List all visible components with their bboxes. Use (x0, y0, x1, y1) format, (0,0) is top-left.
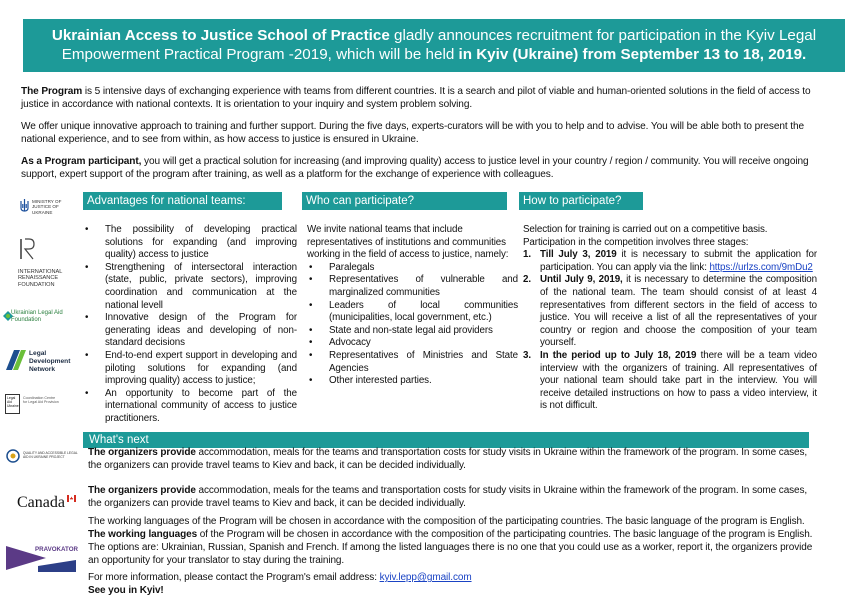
canada-logo (17, 494, 79, 512)
intro-program (21, 85, 839, 112)
intro-offer: We offer unique innovative approach to training and further support. During the five days, experts-curators will be with you to help and to advise. You will be able both to present the national experience, and to see from within, as how access to justice is ensured in Ukraine. (21, 121, 805, 146)
whats-next-p1 (88, 447, 823, 473)
step-text: it is necessary to submit the application for participation. You can apply via the link: (540, 249, 817, 273)
whats-next-p2 (88, 485, 823, 511)
who-intro: We invite national teams that include representatives of institutions and communities working in the field of access to justice, namely: (307, 224, 509, 261)
intro-participant-text: you will get a practical solution for increasing (and improving quality) access to justice level in your country / region / community. You will receive ongoing support, expert support of the program after training, as well as a platform for the exchange of experience with colleagues. (21, 156, 809, 181)
application-link[interactable]: https://urlzs.com/9mDu2 (709, 261, 813, 273)
irf-logo-text: INTERNATIONAL RENAISSANCE FOUNDATION (18, 269, 63, 288)
list-item: • Innovative design of the Program for generating ideas and developing of non-standard decisions (83, 312, 297, 350)
ldn-mark-icon (6, 350, 26, 370)
legal-aid-box-logo: Legal Aid Ukraine (5, 394, 20, 414)
step-number: 3. (523, 349, 531, 361)
list-item: • Representatives of Ministries and State Agencies (307, 350, 518, 375)
list-item: • An opportunity to become part of the international community of access to justice practitioners. (83, 388, 297, 426)
step-text: there will be a team video interview with the organizers of training. All representatives of your national team should take part in the interview. You will receive detailed instructions on how to pass a video interview, it is not difficult. (540, 349, 817, 412)
whats-next-p1-bold: The organizers provide (88, 447, 196, 458)
banner-text: gladly announces recruitment for participation in the Kyiv Legal Empowerment Practical Program -2019, which will be held (61, 27, 817, 63)
how-steps (523, 249, 817, 413)
advantages-heading: Advantages for national teams: (83, 192, 282, 210)
intro-program-text: is 5 intensive days of exchanging experience with teams from different countries. It is a search and pilot of viable and human-oriented solutions in the field of access to justice in accordance with national contexts. It is orientation to your inquiry and system problem solving. (21, 86, 811, 111)
whats-next-p4-bold: The working languages (88, 529, 198, 540)
ulaf-logo-text: Ukrainian Legal Aid Foundation (11, 310, 63, 323)
pravokator-logo-text: PRAVOKATOR (35, 546, 78, 553)
intro-participant (21, 155, 839, 182)
step-text: it is necessary to determine the composition of the national team. The team should consist of at least 4 representatives from different sectors in the field of access to justice. You will receive a list of all the representatives of your country or region and choose the composition of your team yourself. (540, 274, 817, 349)
step-item (523, 350, 817, 413)
list-item: • Representatives of vulnerable and marginalized communities (307, 274, 518, 299)
whats-next-p4-text: of the Program will be chosen in accordance with the composition of the participating countries. The basic language of the program is English. The options are: Ukrainian, Russian, Spanish and French. If among the listed languages there is no one that you could use as a worker, report it, the organizers provide an opportunity for your translator to stay during the training. (88, 529, 813, 566)
irf-mark-icon (18, 238, 36, 260)
whats-next-p4 (88, 529, 823, 567)
list-item: • Strengthening of intersectoral interaction (state, public, private sectors), improving coordination and communication at the national levell (83, 262, 297, 312)
contact-text: For more information, please contact the Program's email address: (88, 572, 380, 583)
who-column (307, 224, 518, 388)
qal-mark-icon (6, 449, 20, 463)
how-heading: How to participate? (519, 192, 643, 210)
who-heading: Who can participate? (302, 192, 507, 210)
list-item: • State and non-state legal aid providers (307, 325, 518, 338)
step-number: 1. (523, 249, 531, 261)
ministry-logo-text: MINISTRY OF JUSTICE OF UKRAINE (32, 199, 62, 215)
header-banner (23, 19, 845, 72)
how-column (523, 224, 817, 413)
whats-next-p2-text: accommodation, meals for the teams and transportation costs for study visits in Ukraine within the framework of the program. In some cases, the organizers can provide travel teams to Kiev and back, it can be decided individually. (88, 485, 808, 509)
qal-logo-text: QUALITY AND ACCESSIBLE LEGAL AID IN UKRAINE PROJECT (23, 451, 78, 459)
trident-icon (20, 199, 29, 213)
canada-wordmark: Canada (17, 494, 65, 511)
step-deadline: Until July 9, 2019, (540, 274, 623, 286)
banner-org: Ukrainian Access to Justice School of Practice (51, 27, 390, 44)
canada-flag-icon (67, 495, 76, 502)
ulaf-logo (3, 310, 83, 324)
advantages-column (83, 224, 297, 426)
who-list (307, 262, 518, 388)
intro-participant-bold: As a Program participant, (21, 156, 142, 167)
how-intro: Selection for training is carried out on a competitive basis. Participation in the competition involves three stages: (523, 224, 768, 248)
banner-dates: in Kyiv (Ukraine) from September 13 to 18, 2019. (458, 46, 807, 63)
whats-next-p2-bold: The organizers provide (88, 485, 196, 496)
whats-next-heading: What's next (83, 432, 809, 448)
list-item: • End-to-end expert support in developing and piloting solutions for expanding (and improving quality) access to justice; (83, 350, 297, 388)
step-deadline: Till July 3, 2019 (540, 249, 617, 261)
step-item (523, 249, 817, 274)
irf-logo (18, 238, 82, 288)
whats-next-p3: The working languages of the Program will be chosen in accordance with the composition of the participating countries. The basic language of the program is English. (88, 516, 805, 527)
list-item: • The possibility of developing practical solutions for expanding (and improving quality) access to justice (83, 224, 297, 262)
list-item: • Other interested parties. (307, 375, 518, 388)
qal-logo (6, 449, 82, 459)
whats-next-p1-text: accommodation, meals for the teams and transportation costs for study visits in Ukraine within the framework of the program. In some cases, the organizers can provide travel teams to Kiev and back, it can be decided individually. (88, 447, 808, 471)
intro-program-bold: The Program (21, 86, 83, 97)
list-item: • Paralegals (307, 262, 518, 275)
list-item: • Leaders of local communities (municipalities, local government, etc.) (307, 300, 518, 325)
ldn-logo-text: Legal Development Network (29, 350, 71, 373)
closing-line: See you in Kyiv! (88, 585, 164, 596)
step-item (523, 274, 817, 350)
step-number: 2. (523, 274, 531, 286)
ministry-logo (20, 199, 80, 215)
coordination-logo-text: Coordination Centre for Legal Aid Provision (23, 396, 59, 405)
whats-next-contact (88, 572, 823, 585)
advantages-list (83, 224, 297, 426)
list-item: • Advocacy (307, 337, 518, 350)
ldn-logo (6, 350, 84, 373)
step-deadline: In the period up to July 18, 2019 (540, 349, 697, 361)
ulaf-mark-icon (3, 311, 13, 321)
email-link[interactable]: kyiv.lepp@gmail.com (379, 572, 472, 583)
